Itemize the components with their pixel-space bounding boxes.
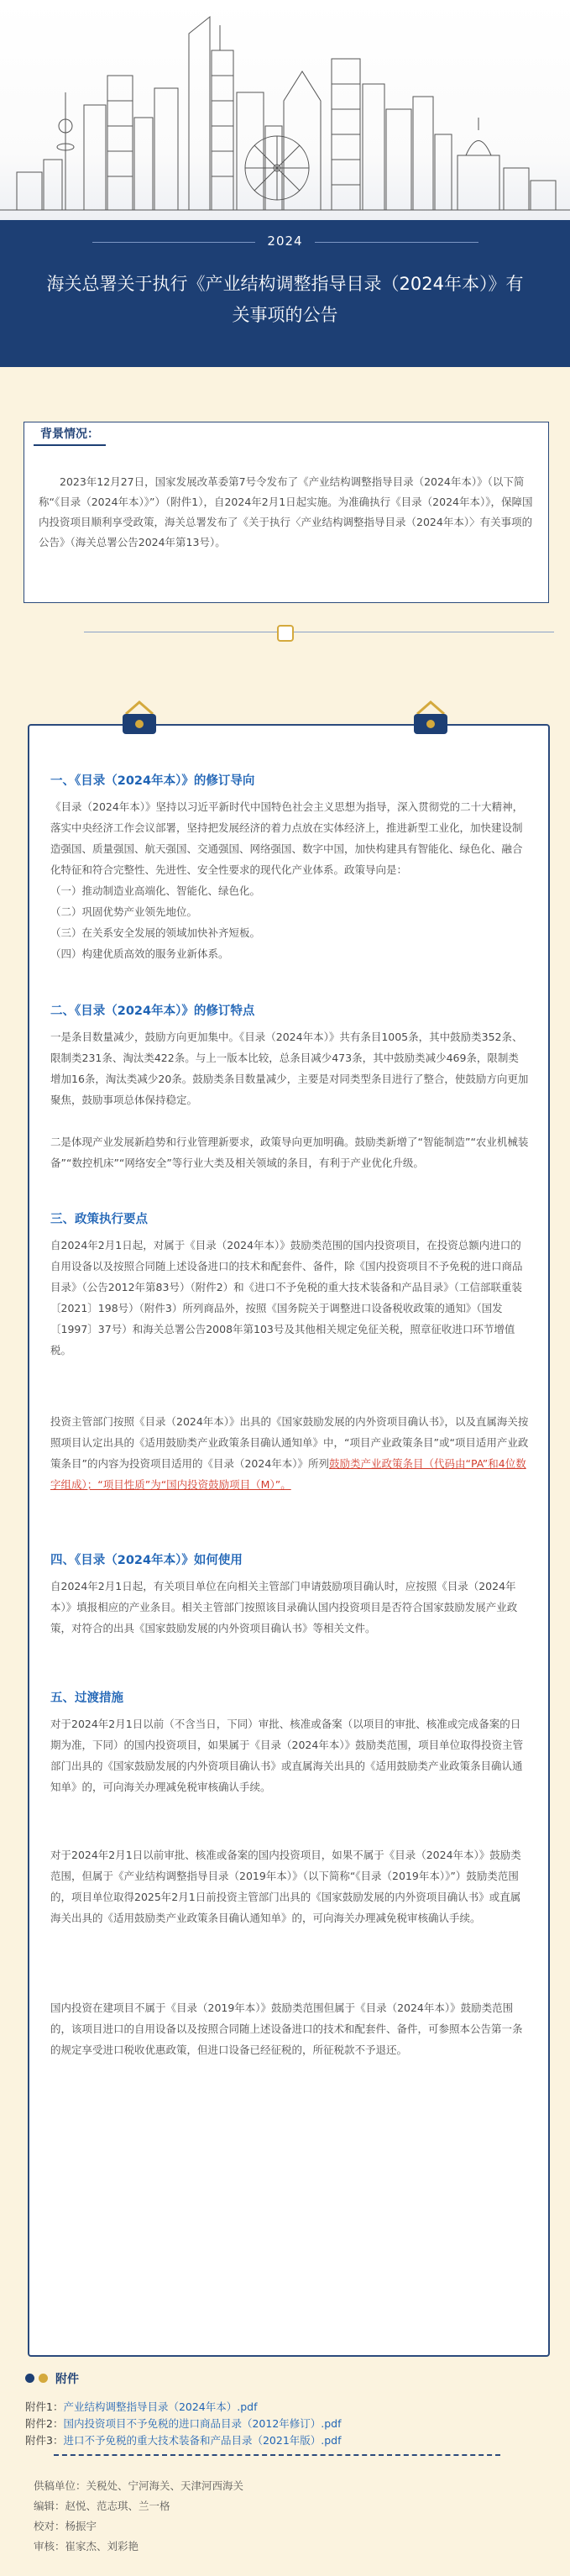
section-3-title: 三、政策执行要点 — [50, 1213, 148, 1226]
attachment-link-3[interactable]: 附件3：进口不予免税的重大技术装备和产品目录（2021年版）.pdf — [25, 2434, 342, 2447]
section-2-paragraph-1: 一是条目数量减少，鼓励方向更加集中。《目录（2024年本）》共有条目1005条，其中鼓励类352条、限制类231条、淘汰类422条。与上一版本比较，总条目减少473条，其中鼓励类减少469条，限制类增加16条，淘汰类减少20条。鼓励类条目数量减少，主要是对同类型条目进行了整合，使鼓励方向更加聚焦，鼓励事项总体保持稳定。 — [50, 1031, 529, 1106]
attachment-dot-icon — [25, 2374, 34, 2383]
section-2-title: 二、《目录（2024年本）》的修订特点 — [50, 1005, 255, 1018]
section-4-paragraph: 自2024年2月1日起，有关项目单位在向相关主管部门申请鼓励项目确认时，应按照《目录（2024年本）》填报相应的产业条目。相关主管部门按照该目录确认国内投资项目是否符合国家鼓励发展产业政策，对符合的出具《国家鼓励发展的内外资项目确认书》等相关文件。 — [50, 1580, 518, 1634]
section-5-paragraph-1: 对于2024年2月1日以前（不含当日，下同）审批、核准或备案（以项目的审批、核准或完成备案的日期为准，下同）的国内投资项目，如果属于《目录（2024年本）》鼓励类范围，项目单位取得投资主管部门出具的《国家鼓励发展的内外资项目确认书》或直属海关出具的《适用鼓励类产业政策条目确认通知单》的，可向海关办理减免税审核确认手续。 — [50, 1718, 524, 1793]
page-title — [0, 269, 570, 331]
background-tag: 背景情况： — [34, 423, 106, 443]
section-5-paragraph-2: 对于2024年2月1日以前审批、核准或备案的国内投资项目，如果不属于《目录（2024年本）》鼓励类范围，但属于《产业结构调整指导目录（2019年本）》（以下简称“《目录（2019年本）》”）鼓励类范围的，项目单位取得2025年2月1日前投资主管部门出具的《国家鼓励发展的内外资项目确认书》或直属海关出具的《适用鼓励类产业政策条目确认通知单》的，可向海关办理减免税审核确认手续。 — [50, 1849, 521, 1924]
frame-hanger-left-icon — [118, 697, 161, 737]
frame-hanger-right-icon — [409, 697, 452, 737]
section-3-highlight: 鼓励类产业政策条目（代码由“PA”和4位数字组成）；“项目性质”为“国内投资鼓励项目（M）”。 — [50, 1457, 526, 1491]
divider-ornament-icon — [277, 625, 294, 642]
title-banner — [0, 220, 570, 367]
credit-review: 审核：崔家杰、刘彩艳 — [34, 2540, 139, 2552]
page-title-line-2: 关事项的公告 — [232, 305, 338, 325]
credit-supply: 供稿单位：关税处、宁河海关、天津河西海关 — [34, 2479, 244, 2492]
credit-edit: 编辑：赵悦、范志琪、兰一格 — [34, 2500, 170, 2512]
section-3-paragraph-1: 自2024年2月1日起，对属于《目录（2024年本）》鼓励类范围的国内投资项目，在投资总额内进口的自用设备以及按照合同随上述设备进口的技术和配套件、备件，除《国内投资项目不予免税的进口商品目录》（公告2012年第83号）（附件2）和《进口不予免税的重大技术装备和产品目录》（工信部联重装〔2021〕198号）（附件3）所列商品外，按照《国务院关于调整进口设备税收政策的通知》（国发〔1997〕37号）和海关总署公告2008年第103号及其他相关规定免征关税，照章征收进口环节增值税。 — [50, 1239, 523, 1356]
section-1-title: 一、《目录（2024年本）》的修订导向 — [50, 774, 255, 788]
section-1-item-1: （一）推动制造业高端化、智能化、绿色化。 — [50, 884, 261, 897]
section-5-title: 五、过渡措施 — [50, 1692, 123, 1705]
attachment-link-1[interactable]: 附件1：产业结构调整指导目录（2024年本）.pdf — [25, 2400, 258, 2413]
section-5-paragraph-3: 国内投资在建项目不属于《目录（2019年本）》鼓励类范围但属于《目录（2024年本）》鼓励类范围的，该项目进口的自用设备以及按照合同随上述设备进口的技术和配套件、备件，可参照本公告第一条的规定享受进口税收优惠政策，但进口设备已经征税的，所征税款不予退还。 — [50, 2002, 523, 2056]
city-skyline-illustration — [0, 0, 570, 220]
section-2-paragraph-2: 二是体现产业发展新趋势和行业管理新要求，政策导向更加明确。鼓励类新增了“智能制造”“农业机械装备”“数控机床”“网络安全”等行业大类及相关领域的条目，有利于产业优化升级。 — [50, 1136, 529, 1169]
page-title-line-1: 海关总署关于执行《产业结构调整指导目录（2024年本）》有 — [46, 274, 524, 294]
attachment-link-2[interactable]: 附件2：国内投资项目不予免税的进口商品目录（2012年修订）.pdf — [25, 2417, 342, 2430]
year-label: 2024 — [0, 233, 570, 249]
credit-proof: 校对：杨振宇 — [34, 2520, 97, 2532]
section-1-item-3: （三）在关系安全发展的领域加快补齐短板。 — [50, 926, 261, 939]
background-text: 2023年12月27日，国家发展改革委第7号令发布了《产业结构调整指导目录（2024年本）》（以下简称“《目录（2024年本）》”）（附件1），自2024年2月1日起实施。为准确执行《目录（2024年本）》，保障国内投资项目顺利享受政策，海关总署发布了《关于执行〈产业结构调整指导目录（2024年本）〉有关事项的公告》（海关总署公告2024年第13号）。 — [39, 475, 533, 548]
main-content-frame — [28, 724, 550, 2357]
attachment-dot-icon — [39, 2374, 48, 2383]
section-3-paragraph-2: 投资主管部门按照《目录（2024年本）》出具的《国家鼓励发展的内外资项目确认书》，以及直属海关按照项目认定出具的《适用鼓励类产业政策条目确认通知单》中，“项目产业政策条目”或“项目适用产业政策条目”的内容为投资项目适用的《目录（2024年本）》所列鼓励类产业政策条目（代码由“PA”和4位数字组成）；“项目性质”为“国内投资鼓励项目（M）”。 — [50, 1415, 529, 1491]
section-1-paragraph: 《目录（2024年本）》坚持以习近平新时代中国特色社会主义思想为指导，深入贯彻党的二十大精神，落实中央经济工作会议部署，坚持把发展经济的着力点放在实体经济上，推进新型工业化，加快建设制造强国、质量强国、航天强国、交通强国、网络强国、数字中国，加快构建具有智能化、绿色化、融合化特征和符合完整性、先进性、安全性要求的现代化产业体系。政策导向是： — [50, 800, 524, 876]
section-1-item-2: （二）巩固优势产业领先地位。 — [50, 905, 198, 918]
section-4-title: 四、《目录（2024年本）》如何使用 — [50, 1554, 243, 1567]
attachments-heading: 附件 — [55, 2373, 79, 2386]
section-1-item-4: （四）构建优质高效的服务业新体系。 — [50, 947, 229, 960]
footer-dashed-divider — [54, 2454, 500, 2456]
